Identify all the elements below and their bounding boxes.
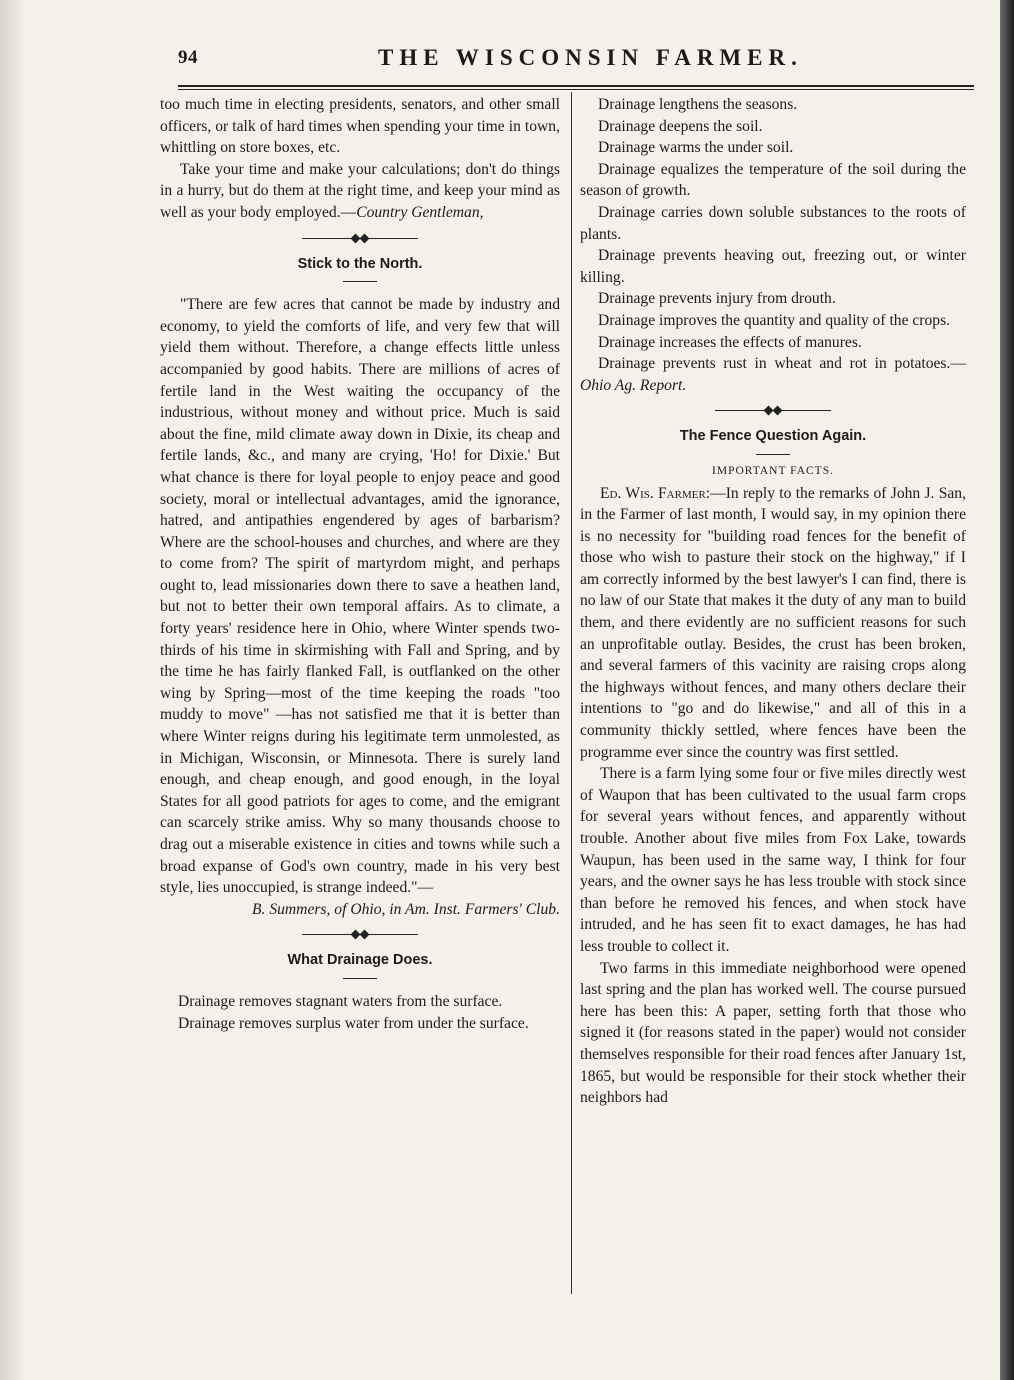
title-rule <box>343 978 377 979</box>
article-subtitle: IMPORTANT FACTS. <box>712 464 834 477</box>
drainage-text: Drainage prevents rust in wheat and rot in potatoes.— <box>598 355 966 373</box>
fence-paragraph-2: There is a farm lying some four or five miles directly west of Waupon that has been cultivated to the usual farm crops for several years without fences, and apparently without trouble. Another about five miles from Fox Lake, towards Waupun, has been used in the same way, I think for four years, and the owner says he has less trouble with stock since than before he removed his fences, and when stock have intruded, and he has seen fit to exact damages, he has had less trouble to collect it. <box>580 765 966 955</box>
title-rule <box>343 281 377 282</box>
fence-paragraph-1 <box>580 483 966 764</box>
intro-source: Country Gentleman, <box>356 203 484 221</box>
drainage-item-last <box>580 353 966 396</box>
article-body-stick-to-north: "There are few acres that cannot be made by industry and economy, to yield the comforts of life, and very few that will yield them without. Therefore, a change effects little unless accompanied by good habits. There are millions of acres of fertile land in the West waiting the occupancy of the industrious, without money and without price. Much is said about the fine, mild climate away down in Dixie, its cheap and fertile lands, &c., and many are crying, 'Ho! for Dixie.' But what chance is there for loyal people to enjoy peace and good society, moral or intellectual advantages, amid the ignorance, hatred, and antipathies engendered by ages of barbarism? Where are the school-houses and churches, and where are they to come from? The spirit of martyrdom might, and perhaps ought to, lead missionaries down there to save a heathen land, but not to better their own temporal affairs. As to climate, a forty years' residence here in Ohio, where Winter spends two-thirds of his time in skirmishing with Fall and Spring, and by the time he has fairly flanked Fall, is outflanked on the other wing by Spring—most of the time keeping the roads "too muddy to move" —has not satisfied me that it is better than where Winter reigns during his legitimate term unmolested, as in Michigan, Wisconsin, or Minnesota. There is surely land enough, and cheap enough, and good enough, in the loyal States for all good patriots for ages to come, and the emigrant can scarcely strike amiss. Why so many thousands choose to drag out a miserable existence in cities and towns while such a broad expanse of God's own country, made in his very best style, lies unoccupied, is strange indeed."— <box>160 296 560 897</box>
drainage-source: Ohio Ag. Report. <box>580 376 687 394</box>
salutation: Ed. Wis. Farmer: <box>600 484 711 502</box>
drainage-item: Drainage prevents heaving out, freezing out, or winter killing. <box>580 247 966 286</box>
drainage-item: Drainage deepens the soil. <box>598 117 763 135</box>
section-ornament <box>580 402 966 420</box>
page-edge-shadow <box>1000 0 1014 1380</box>
drainage-item: Drainage warms the under soil. <box>598 139 794 157</box>
drainage-item: Drainage removes stagnant waters from the surface. <box>178 992 503 1010</box>
intro-paragraph-2 <box>160 159 560 224</box>
page-header <box>178 47 978 77</box>
binding-gutter <box>0 0 26 1380</box>
drainage-item: Drainage prevents injury from drouth. <box>598 290 836 308</box>
intro-text: Take your time and make your calculations; don't do things in a hurry, but do them at the right time, and keep your mind as well as your body employed.— <box>160 160 560 221</box>
drainage-item: Drainage lengthens the seasons. <box>598 96 798 113</box>
header-rule-thick <box>178 85 974 87</box>
drainage-item: Drainage removes surplus water from under the surface. <box>178 1014 529 1032</box>
right-column <box>580 94 966 1109</box>
fence-p1-text: —In reply to the remarks of John J. San, in the Farmer of last month, I would say, in my opinion there is no necessity for "building road fences for the benefit of those who wish to pasture their stock on the highway," if I am correctly informed by the best lawyer's I can find, there is no law of our State that makes it the duty of any man to build them, and there evidently are no sufficient reasons for such an unprofitable outlay. Besides, the crust has been broken, and several farmers of this vacinity are raising crops along the highways without fences, and many others declare their intentions to "go and do likewise," and all of this in a community thickly settled, where fences have been the programme ever since the country was first settled. <box>580 484 966 761</box>
article-source-stick-to-north: B. Summers, of Ohio, in Am. Inst. Farmers' Club. <box>252 900 560 918</box>
section-ornament <box>160 230 560 248</box>
page-number: 94 <box>178 47 198 68</box>
drainage-item: Drainage increases the effects of manures. <box>598 333 862 351</box>
title-rule <box>756 454 790 455</box>
masthead-title: THE WISCONSIN FARMER. <box>378 45 803 70</box>
header-rule-thin <box>178 89 974 90</box>
left-column <box>160 94 560 1034</box>
column-divider <box>571 92 572 1294</box>
section-ornament <box>160 926 560 944</box>
article-title-stick-to-north: Stick to the North. <box>297 255 423 272</box>
drainage-item: Drainage equalizes the temperature of the soil during the season of growth. <box>580 160 966 200</box>
article-title-fence-question: The Fence Question Again. <box>679 428 867 445</box>
drainage-item: Drainage improves the quantity and quality of the crops. <box>598 311 951 329</box>
drainage-item: Drainage carries down soluble substances to the roots of plants. <box>580 203 966 243</box>
intro-paragraph-1: too much time in electing presidents, senators, and other small officers, or talk of hard times when spending your time in town, whittling on store boxes, etc. <box>160 96 560 157</box>
article-title-drainage: What Drainage Does. <box>287 952 433 969</box>
fence-paragraph-3: Two farms in this immediate neighborhood were opened last spring and the plan has worked well. The course pursued here has been this: A paper, setting forth that those who signed it (for reasons stated in the paper) would not consider themselves responsible for their road fences after January 1st, 1865, but would be responsible for their stock whether their neighbors had <box>580 959 966 1107</box>
